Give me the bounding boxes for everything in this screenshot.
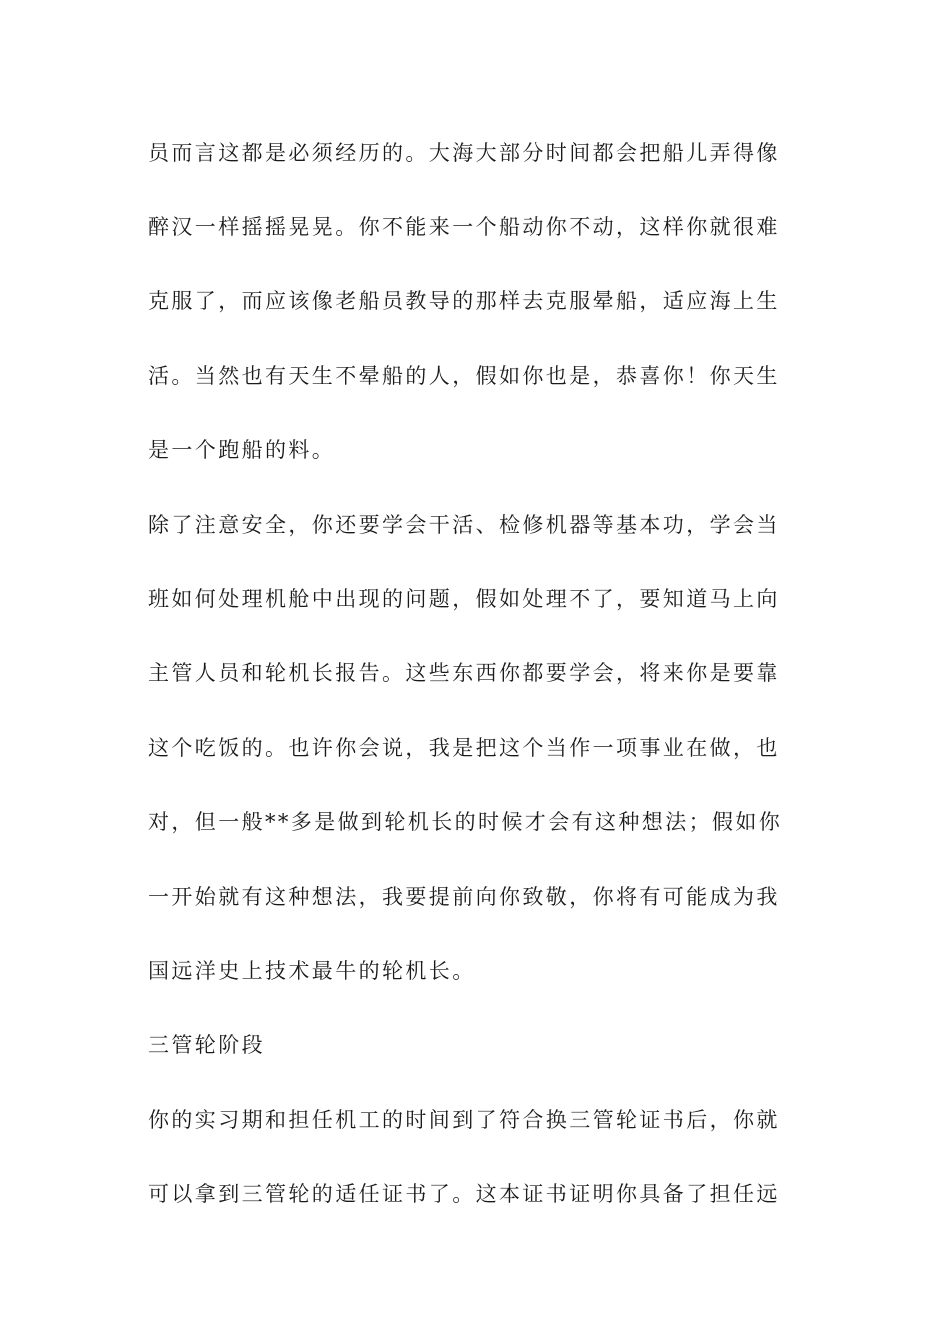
text-line: 是一个跑船的料。 <box>148 438 336 462</box>
text-line: 这个吃饭的。也许你会说，我是把这个当作一项事业在做，也 <box>148 736 780 760</box>
text-line: 克服了，而应该像老船员教导的那样去克服晕船，适应海上生 <box>148 289 780 313</box>
text-line: 国远洋史上技术最牛的轮机长。 <box>148 959 476 983</box>
section-heading: 三管轮阶段 <box>148 1033 265 1057</box>
text-line: 班如何处理机舱中出现的问题，假如处理不了，要知道马上向 <box>148 587 780 611</box>
text-line: 可以拿到三管轮的适任证书了。这本证书证明你具备了担任远 <box>148 1182 780 1206</box>
text-line: 醉汉一样摇摇晃晃。你不能来一个船动你不动，这样你就很难 <box>148 215 780 239</box>
text-line: 员而言这都是必须经历的。大海大部分时间都会把船儿弄得像 <box>148 141 780 165</box>
text-line: 活。当然也有天生不晕船的人，假如你也是，恭喜你！你天生 <box>148 364 780 388</box>
text-line: 对，但一般**多是做到轮机长的时候才会有这种想法；假如你 <box>148 810 783 834</box>
text-line: 除了注意安全，你还要学会干活、检修机器等基本功，学会当 <box>148 513 780 537</box>
text-line: 你的实习期和担任机工的时间到了符合换三管轮证书后，你就 <box>148 1108 780 1132</box>
text-line: 主管人员和轮机长报告。这些东西你都要学会，将来你是要靠 <box>148 661 780 685</box>
text-line: 一开始就有这种想法，我要提前向你致敬，你将有可能成为我 <box>148 885 780 909</box>
